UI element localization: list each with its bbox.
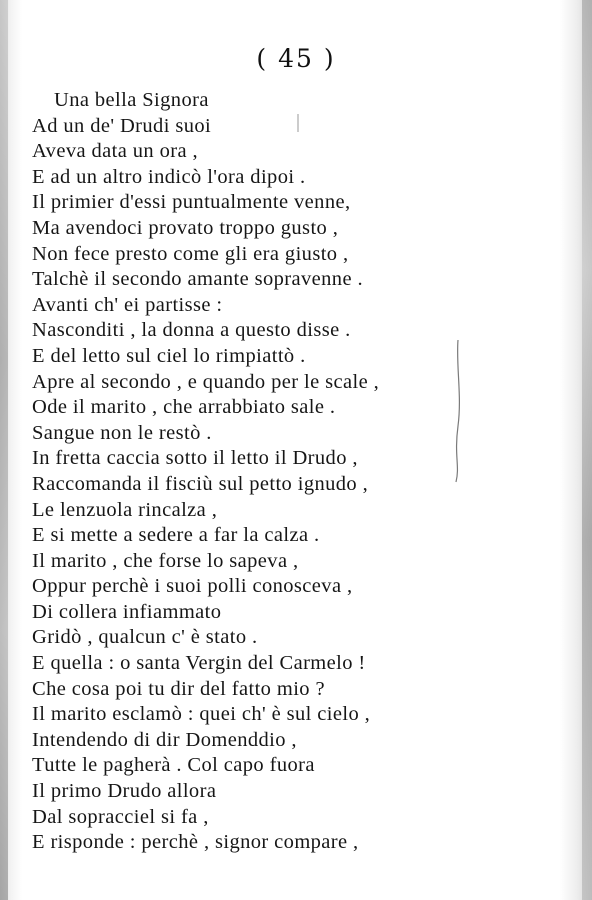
margin-pencil-mark xyxy=(446,336,470,486)
verse-line: Gridò , qualcun c' è stato . xyxy=(32,626,258,649)
verse-line: Il primier d'essi puntualmente venne, xyxy=(32,191,351,214)
verse-line: Ode il marito , che arrabbiato sale . xyxy=(32,396,336,419)
verse-line: Intendendo di dir Domenddio , xyxy=(32,728,297,751)
verse-line: Aveva data un ora , xyxy=(32,140,199,163)
verse-line: Avanti ch' ei partisse : xyxy=(32,293,223,316)
verse-line: Apre al secondo , e quando per le scale , xyxy=(32,370,380,393)
verse-line: Oppur perchè i suoi polli conosceva , xyxy=(32,575,353,598)
verse-line: Sangue non le restò . xyxy=(32,421,212,444)
verse-line: Tutte le pagherà . Col capo fuora xyxy=(32,754,315,777)
verse-line: Che cosa poi tu dir del fatto mio ? xyxy=(32,677,325,700)
verse-line: Raccomanda il fisciù sul petto ignudo , xyxy=(32,472,369,495)
page-left-edge xyxy=(0,0,8,900)
verse-line: Nasconditi , la donna a questo disse . xyxy=(32,319,351,342)
poem-text xyxy=(32,88,552,856)
ink-speck-mark xyxy=(294,112,302,136)
verse-line: E risponde : perchè , signor compare , xyxy=(32,831,359,854)
verse-line: Le lenzuola rincalza , xyxy=(32,498,218,521)
verse-line: E si mette a sedere a far la calza . xyxy=(32,524,320,547)
verse-line: Il marito esclamò : quei ch' è sul cielo , xyxy=(32,703,371,726)
verse-line: Ma avendoci provato troppo gusto , xyxy=(32,216,339,239)
verse-line: E quella : o santa Vergin del Carmelo ! xyxy=(32,652,366,675)
verse-line: Il marito , che forse lo sapeva , xyxy=(32,549,299,572)
verse-line: Talchè il secondo amante sopravenne . xyxy=(32,268,363,291)
verse-line: Ad un de' Drudi suoi xyxy=(32,114,212,137)
verse-line: Non fece presto come gli era giusto , xyxy=(32,242,349,265)
verse-line: Il primo Drudo allora xyxy=(32,780,217,803)
verse-line: E ad un altro indicò l'ora dipoi . xyxy=(32,165,306,188)
verse-line: E del letto sul ciel lo rimpiattò . xyxy=(32,344,306,367)
verse-line: In fretta caccia sotto il letto il Drudo , xyxy=(32,447,358,470)
verse-line: Dal sopracciel si fa , xyxy=(32,805,209,828)
page-number: ( 45 ) xyxy=(256,44,336,73)
verse-line: Una bella Signora xyxy=(54,89,209,111)
page-right-edge xyxy=(582,0,592,900)
verse-line: Di collera infiammato xyxy=(32,600,222,623)
